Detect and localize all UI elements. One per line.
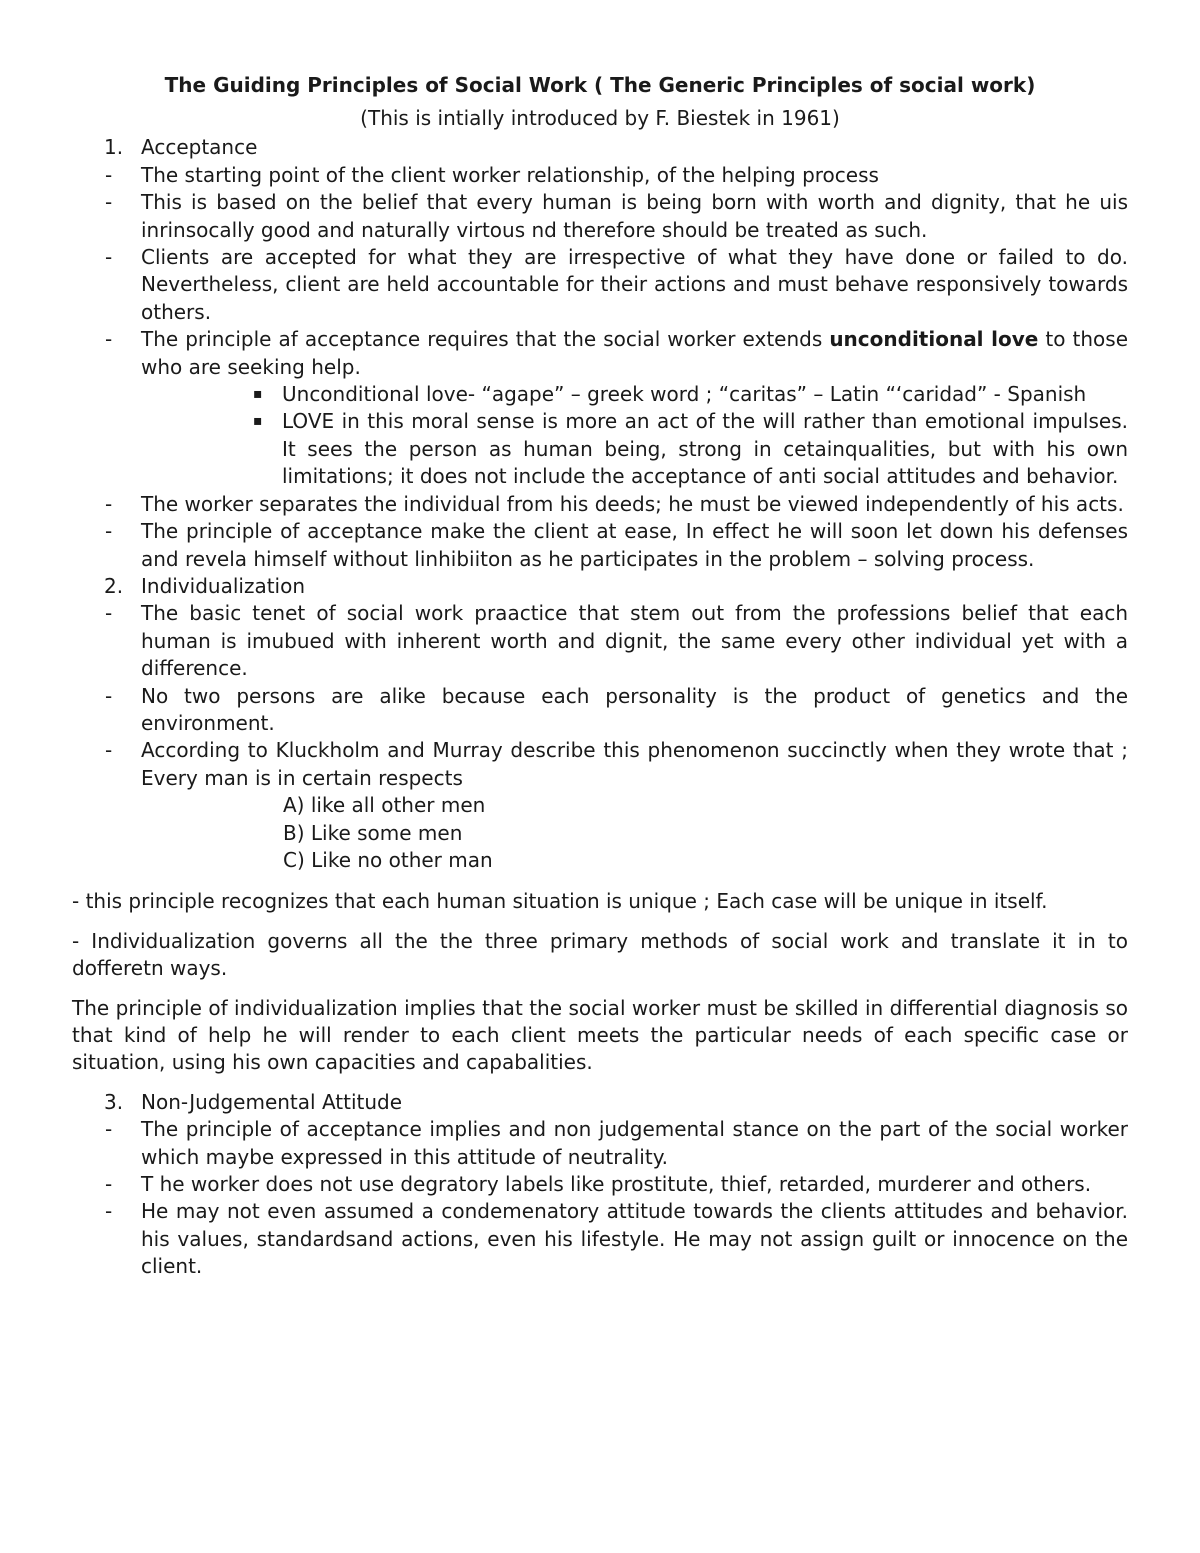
list-item: - Clients are accepted for what they are irrespective of what they have done or failed to do. Nevertheless, client are held accountable for their actions and must behave responsively towards others. xyxy=(72,244,1128,326)
sub-list-item: ▪ Unconditional love- “agape” – greek word ; “caritas” – Latin “‘caridad” - Spanish xyxy=(72,381,1128,408)
section-individualization xyxy=(72,573,1128,600)
list-item: - The principle of acceptance implies and non judgemental stance on the part of the social worker which maybe expressed in this attitude of neutrality. xyxy=(72,1116,1128,1171)
paragraph: - Individualization governs all the the three primary methods of social work and translate it in to dofferetn ways. xyxy=(72,928,1128,981)
list-item: - The worker separates the individual from his deeds; he must be viewed independently of his acts. xyxy=(72,491,1128,518)
dash-marker: - xyxy=(105,245,113,270)
square-bullet-icon: ▪ xyxy=(253,386,263,403)
section-heading: Non-Judgemental Attitude xyxy=(141,1089,403,1114)
paragraph: - this principle recognizes that each human situation is unique ; Each case will be unique in itself. xyxy=(72,889,1048,914)
sub-list-item: ▪ LOVE in this moral sense is more an act of the will rather than emotional impulses. It sees the person as human being, strong in cetainqualities, but with his own limitations; it does not include the acceptance of anti social attitudes and behavior. xyxy=(72,408,1128,490)
section-non-judgemental-attitude xyxy=(72,1089,1128,1116)
list-item: - T he worker does not use degratory labels like prostitute, thief, retarded, murderer and others. xyxy=(72,1171,1128,1198)
list-item: - This is based on the belief that every human is being born with worth and dignity, that he uis inrinsocally good and naturally virtous nd therefore should be treated as such. xyxy=(72,189,1128,244)
section-number: 2. xyxy=(104,573,124,598)
dash-marker: - xyxy=(105,1117,113,1142)
list-item: - No two persons are alike because each personality is the product of genetics and the environment. xyxy=(72,683,1128,738)
paragraph: The principle of individualization implies that the social worker must be skilled in differential diagnosis so that kind of help he will render to each client meets the particular needs of each specific case or situation, using his own capacities and capabalities. xyxy=(72,995,1128,1075)
list-item: - The principle af acceptance requires that the social worker extends unconditional love to those who are seeking help. xyxy=(72,326,1128,381)
list-item: - The starting point of the client worker relationship, of the helping process xyxy=(72,162,1128,189)
section-acceptance xyxy=(72,134,1128,161)
list-item: - The basic tenet of social work praactice that stem out from the professions belief that each human is imubued with inherent worth and dignit, the same every other individual yet with a difference. xyxy=(72,600,1128,682)
section-heading: Individualization xyxy=(141,573,306,598)
sub-list-line: C) Like no other man xyxy=(283,847,493,872)
list-item: - The principle of acceptance make the client at ease, In effect he will soon let down his defenses and revela himself without linhibiiton as he participates in the problem – solving process. xyxy=(72,518,1128,573)
sub-list-line: A) like all other men xyxy=(283,793,486,818)
document-subtitle: (This is intially introduced by F. Biestek in 1961) xyxy=(360,106,840,130)
sub-list-line: B) Like some men xyxy=(283,820,463,845)
dash-marker: - xyxy=(105,491,113,516)
section-number: 1. xyxy=(104,135,124,160)
square-bullet-icon: ▪ xyxy=(253,413,263,430)
dash-marker: - xyxy=(105,1199,113,1224)
document-title: The Guiding Principles of Social Work ( The Generic Principles of social work) xyxy=(164,73,1036,97)
dash-marker: - xyxy=(105,162,113,187)
dash-marker: - xyxy=(105,190,113,215)
dash-marker: - xyxy=(105,601,113,626)
emphasis-text: unconditional love xyxy=(829,327,1039,352)
dash-marker: - xyxy=(105,738,113,763)
dash-marker: - xyxy=(105,327,113,352)
dash-marker: - xyxy=(105,683,113,708)
list-item: - According to Kluckholm and Murray describe this phenomenon succinctly when they wrote that ; Every man is in certain respects xyxy=(72,737,1128,792)
section-number: 3. xyxy=(104,1089,124,1114)
list-item: - He may not even assumed a condemenatory attitude towards the clients attitudes and behavior. his values, standardsand actions, even his lifestyle. He may not assign guilt or innocence on the client. xyxy=(72,1198,1128,1280)
dash-marker: - xyxy=(105,519,113,544)
section-heading: Acceptance xyxy=(141,135,258,160)
dash-marker: - xyxy=(105,1172,113,1197)
